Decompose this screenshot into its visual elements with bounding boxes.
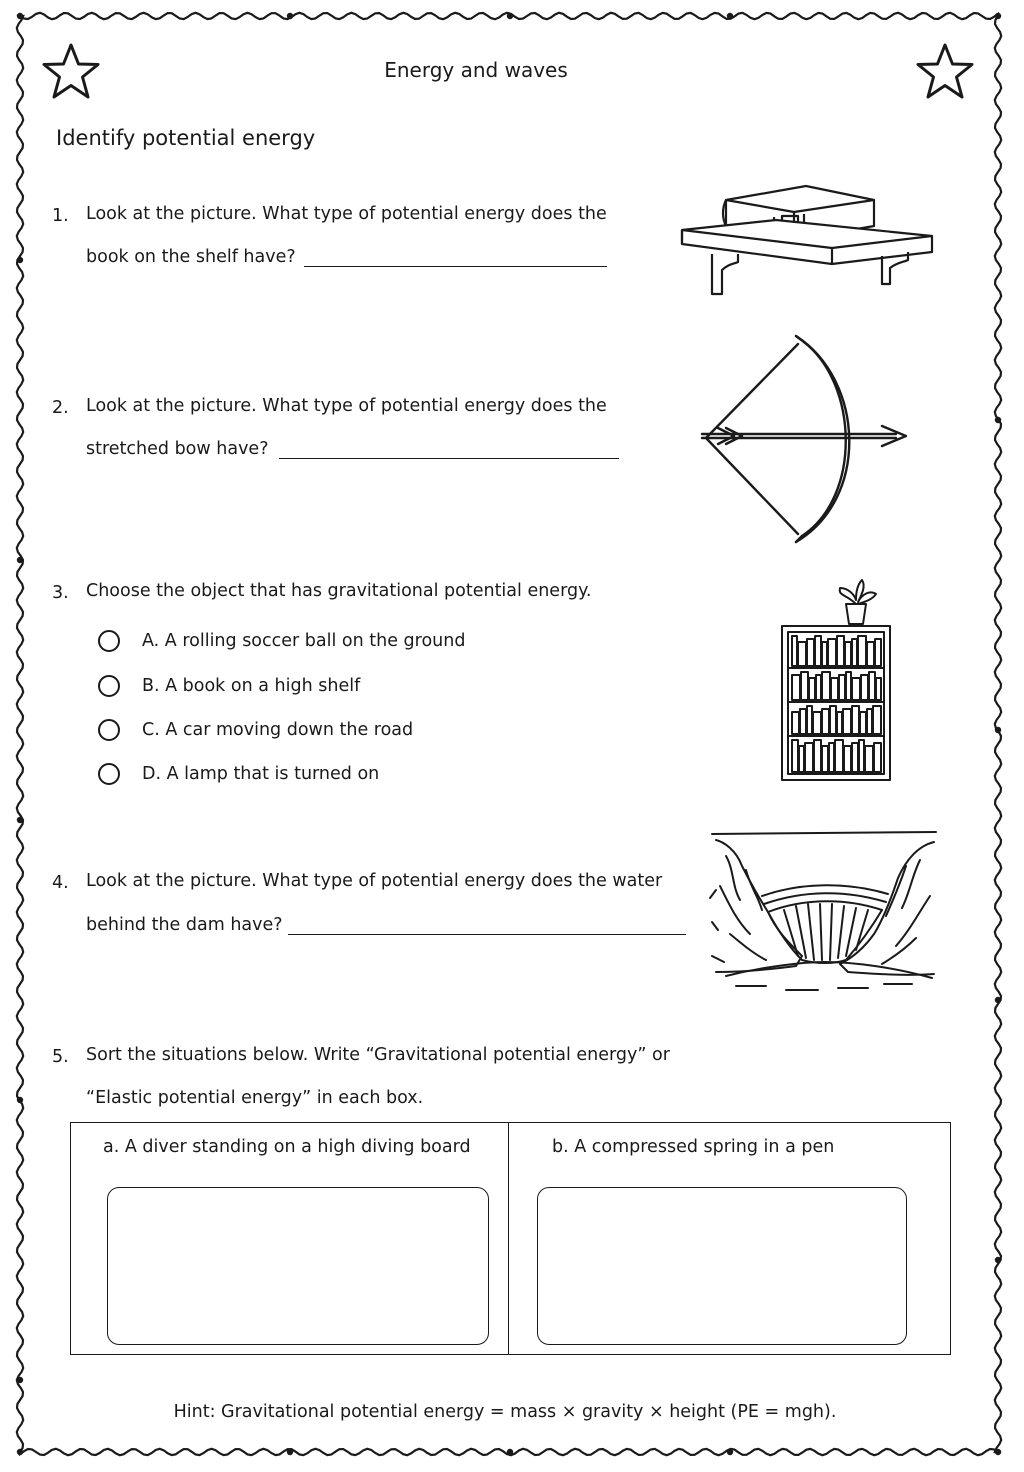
dam-illustration — [706, 826, 942, 996]
option-label: B. A book on a high shelf — [142, 676, 361, 696]
book-spine — [822, 709, 829, 734]
border-dot — [17, 257, 23, 263]
question-text: stretched bow have? — [86, 439, 269, 459]
sorting-table — [70, 1122, 951, 1355]
book-spine — [792, 675, 800, 700]
border-dot — [727, 1449, 733, 1455]
book-spine — [852, 678, 860, 700]
book-spine — [873, 706, 881, 734]
book-spine — [876, 678, 881, 700]
book-spine — [792, 712, 799, 734]
book-spine — [843, 709, 851, 734]
answer-box-b[interactable] — [537, 1187, 907, 1345]
option-c[interactable] — [98, 715, 413, 745]
option-b[interactable] — [98, 671, 360, 701]
book-spine — [860, 712, 866, 734]
book-spine — [814, 740, 821, 772]
border-dot — [995, 13, 1001, 19]
book-spine — [837, 636, 844, 666]
option-label: A. A rolling soccer ball on the ground — [142, 631, 466, 651]
book-spine — [822, 642, 827, 666]
book-on-shelf-illustration — [676, 182, 938, 300]
border-dot — [995, 1257, 1001, 1263]
book-spine — [809, 678, 815, 700]
book-spine — [867, 709, 872, 734]
option-label: D. A lamp that is turned on — [142, 764, 380, 784]
book-spine — [858, 636, 866, 666]
question-number: 1. — [52, 206, 69, 226]
question-number: 5. — [52, 1047, 69, 1067]
question-text: behind the dam have? — [86, 915, 283, 935]
question-text: book on the shelf have? — [86, 247, 296, 267]
border-dot — [287, 13, 293, 19]
border-dot — [17, 1377, 23, 1383]
question-text: Choose the object that has gravitational potential energy. — [86, 581, 592, 601]
book-spine — [861, 675, 868, 700]
option-label: C. A car moving down the road — [142, 720, 414, 740]
book-spine — [805, 743, 813, 772]
border-dot — [287, 1449, 293, 1455]
book-spine — [874, 743, 881, 772]
question-text: Sort the situations below. Write “Gravitational potential energy” or — [86, 1045, 670, 1065]
book-spine — [807, 706, 812, 734]
border-dot — [995, 1449, 1001, 1455]
border-dot — [995, 727, 1001, 733]
radio-button[interactable] — [98, 763, 120, 785]
book-spine — [852, 639, 857, 666]
question-number: 2. — [52, 398, 69, 418]
border-dot — [17, 1449, 23, 1455]
answer-box-a[interactable] — [107, 1187, 489, 1345]
book-spine — [822, 746, 828, 772]
answer-line[interactable] — [288, 934, 686, 935]
answer-line[interactable] — [279, 458, 619, 459]
question-text: “Elastic potential energy” in each box. — [86, 1088, 424, 1108]
border-dot — [507, 1449, 513, 1455]
book-spine — [828, 639, 836, 666]
book-spine — [822, 672, 830, 700]
answer-line[interactable] — [304, 266, 607, 267]
book-spine — [837, 712, 842, 734]
book-spine — [865, 746, 873, 772]
book-spine — [869, 672, 875, 700]
border-dot — [995, 997, 1001, 1003]
book-spine — [829, 743, 834, 772]
border-dot — [17, 13, 23, 19]
book-spine — [844, 746, 851, 772]
table-divider — [508, 1123, 509, 1354]
option-a[interactable] — [98, 626, 465, 656]
cell-label-b: b. A compressed spring in a pen — [552, 1137, 835, 1157]
book-spine — [831, 678, 838, 700]
book-spine — [800, 709, 806, 734]
border-dot — [995, 417, 1001, 423]
book-spine — [792, 636, 797, 666]
book-spine — [852, 743, 858, 772]
book-spine — [801, 672, 808, 700]
page-title: Energy and waves — [384, 58, 568, 82]
border-dot — [17, 1097, 23, 1103]
book-spine — [816, 675, 821, 700]
book-spine — [846, 672, 851, 700]
border-dot — [17, 557, 23, 563]
question-text: Look at the picture. What type of potential energy does the water — [86, 871, 663, 891]
section-title: Identify potential energy — [56, 126, 316, 150]
book-spine — [792, 740, 798, 772]
radio-button[interactable] — [98, 630, 120, 652]
question-text: Look at the picture. What type of potential energy does the — [86, 396, 607, 416]
book-spine — [852, 706, 859, 734]
book-spine — [859, 740, 864, 772]
book-spine — [807, 639, 814, 666]
question-number: 4. — [52, 873, 69, 893]
border-dot — [507, 13, 513, 19]
hint-text: Hint: Gravitational potential energy = mass × gravity × height (PE = mgh). — [173, 1402, 837, 1422]
book-spine — [798, 642, 806, 666]
book-spine — [835, 740, 843, 772]
radio-button[interactable] — [98, 675, 120, 697]
book-spine — [799, 746, 804, 772]
question-text: Look at the picture. What type of potential energy does the — [86, 204, 607, 224]
book-spine — [875, 639, 881, 666]
book-spine — [813, 712, 821, 734]
book-spine — [839, 675, 845, 700]
cell-label-a: a. A diver standing on a high diving board — [103, 1137, 471, 1157]
border-dot — [727, 13, 733, 19]
book-spine — [815, 636, 821, 666]
border-dot — [17, 817, 23, 823]
option-d[interactable] — [98, 759, 379, 789]
book-spine — [845, 642, 851, 666]
bookshelf-illustration — [776, 578, 896, 784]
question-number: 3. — [52, 583, 69, 603]
book-spine — [830, 706, 836, 734]
radio-button[interactable] — [98, 719, 120, 741]
bow-and-arrow-illustration — [696, 330, 912, 548]
book-spine — [867, 642, 874, 666]
